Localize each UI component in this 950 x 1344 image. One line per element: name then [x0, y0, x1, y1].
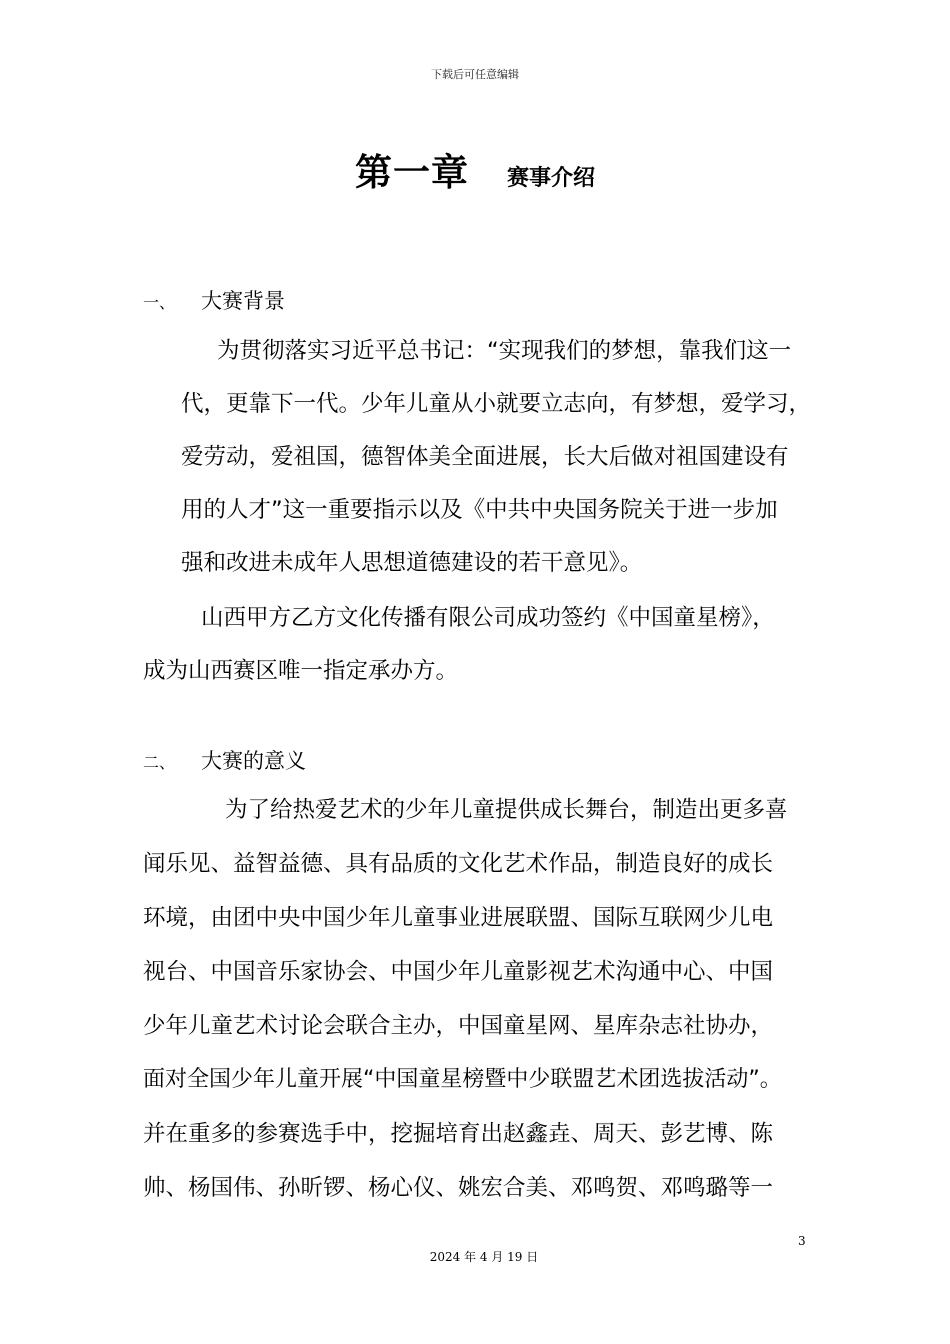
- paragraph-line: 少年儿童艺术讨论会联合主办，中国童星网、星库杂志社协办，: [143, 1013, 774, 1039]
- paragraph-line: 环境，由团中央中国少年儿童事业进展联盟、国际互联网少儿电: [143, 905, 774, 931]
- paragraph-line: 强和改进未成年人思想道德建设的若干意见》。: [181, 550, 643, 576]
- paragraph-line: 为贯彻落实习近平总书记：“实现我们的梦想，靠我们这一: [217, 338, 792, 364]
- paragraph-line: 视台、中国音乐家协会、中国少年儿童影视艺术沟通中心、中国: [143, 959, 774, 985]
- header-note: 下载后可任意编辑: [431, 68, 519, 81]
- chapter-heading: [0, 142, 950, 196]
- footer-date: 2024 年 4 月 19 日: [429, 1250, 539, 1264]
- chapter-title: 赛事介绍: [506, 166, 595, 191]
- paragraph-line: 用的人才”这一重要指示以及《中共中央国务院关于进一步加: [181, 497, 778, 523]
- section-title: 大赛背景: [201, 289, 285, 313]
- page-number: 3: [798, 1234, 806, 1248]
- section-number: 二、: [143, 753, 176, 772]
- paragraph-line: 成为山西赛区唯一指定承办方。: [143, 658, 459, 684]
- section-number: 一、: [143, 293, 176, 312]
- paragraph-line: 代，更靠下一代。少年儿童从小就要立志向，有梦想，爱学习，: [181, 391, 812, 417]
- section-title: 大赛的意义: [201, 749, 306, 773]
- paragraph-line: 爱劳动，爱祖国，德智体美全面进展，长大后做对祖国建设有: [181, 444, 789, 470]
- paragraph-line: 山西甲方乙方文化传播有限公司成功签约《中国童星榜》，: [201, 605, 775, 631]
- paragraph-line: 面对全国少年儿童开展“中国童星榜暨中少联盟艺术团选拔活动”。: [143, 1067, 782, 1092]
- paragraph-line: 帅、杨国伟、孙昕锣、杨心仪、姚宏合美、邓鸣贺、邓鸣璐等一: [143, 1175, 774, 1201]
- section-heading-significance: [143, 745, 306, 775]
- paragraph-line: 并在重多的参赛选手中，挖掘培育出赵鑫垚、周天、彭艺博、陈: [143, 1121, 774, 1147]
- paragraph-line: 为了给热爱艺术的少年儿童提供成长舞台，制造出更多喜: [225, 797, 788, 823]
- paragraph-line: 闻乐见、益智益德、具有品质的文化艺术作品，制造良好的成长: [143, 851, 774, 877]
- chapter-number: 第一章: [354, 150, 469, 194]
- section-heading-background: [143, 285, 285, 315]
